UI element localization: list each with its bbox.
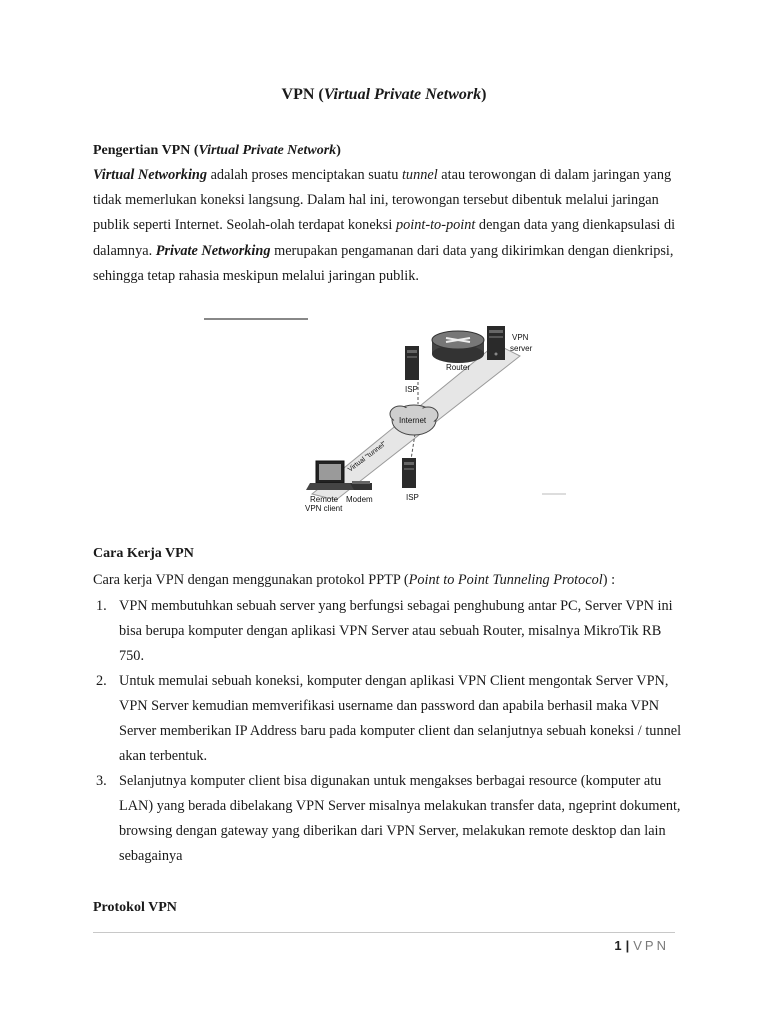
isp-top-label: ISP xyxy=(405,385,418,394)
remote-label-2: VPN client xyxy=(305,504,343,513)
section-heading-cara-kerja: Cara Kerja VPN xyxy=(93,546,194,561)
vpn-server-label: VPN xyxy=(512,333,529,342)
remote-label: Remote xyxy=(310,495,339,504)
page-number: 1 xyxy=(614,938,622,953)
router-label: Router xyxy=(446,363,471,372)
router-icon xyxy=(432,331,484,363)
paragraph-pengertian: Virtual Networking adalah proses menciptakan suatu tunnel atau terowongan di dalam jaringan yang tidak memerlukan koneksi langsung. Dalam hal ini, terowongan tersebut dibentuk melalui jaringan publik seperti Internet. Seolah-olah terdapat koneksi point-to-point dengan data yang dienkapsulasi di dalamnya. Private Networking merupakan pengamanan dari data yang dikirimkan dengan dienkripsi, sehingga tetap rahasia meskipun melalui jaringan publik. xyxy=(93,167,676,284)
vpn-server-icon xyxy=(487,326,505,360)
list-item: 2. Untuk memulai sebuah koneksi, komputer dengan aplikasi VPN Client mengontak Server VPN, VPN Server kemudian memverifikasi username dan password dan apabila berhasil maka VPN Server memberikan IP Address baru pada komputer client dan selanjutnya sebuah koneksi / tunnel akan terbentuk. xyxy=(96,673,682,764)
list-item: 3. Selanjutnya komputer client bisa digunakan untuk mengakses berbagai resource (komputer atu LAN) yang berada dibelakang VPN Server misalnya melakukan transfer data, ngeprint dokument, browsing dengan gateway yang diberikan dari VPN Server, melakukan remote desktop dan lain sebagainya xyxy=(96,773,681,864)
page-title: VPN (Virtual Private Network) xyxy=(281,86,487,103)
internet-label: Internet xyxy=(399,416,427,425)
footer-label: VPN xyxy=(633,938,669,953)
isp-top-server-icon xyxy=(405,346,419,380)
section-heading-pengertian: Pengertian VPN (Virtual Private Network) xyxy=(93,143,341,158)
isp-bottom-label: ISP xyxy=(406,493,419,502)
list-item: 1. VPN membutuhkan sebuah server yang berfungsi sebagai penghubung antar PC, Server VPN ini bisa berupa komputer dengan aplikasi VPN Server atau sebuah Router, misalnya MikroTik RB 750. xyxy=(96,598,673,664)
vpn-server-label-2: server xyxy=(510,344,533,353)
modem-label: Modem xyxy=(346,495,373,504)
modem-icon xyxy=(350,481,372,490)
tunnel-label: Virtual "tunnel" xyxy=(346,440,388,474)
vpn-diagram xyxy=(200,316,568,514)
paragraph-cara-kerja-intro: Cara kerja VPN dengan menggunakan protokol PPTP (Point to Point Tunneling Protocol) : xyxy=(93,572,616,588)
footer-divider xyxy=(93,932,675,933)
page-footer: 1 | VPN xyxy=(614,938,669,953)
cara-kerja-list xyxy=(93,594,683,869)
isp-bottom-server-icon xyxy=(402,458,416,488)
section-heading-protokol: Protokol VPN xyxy=(93,900,177,915)
